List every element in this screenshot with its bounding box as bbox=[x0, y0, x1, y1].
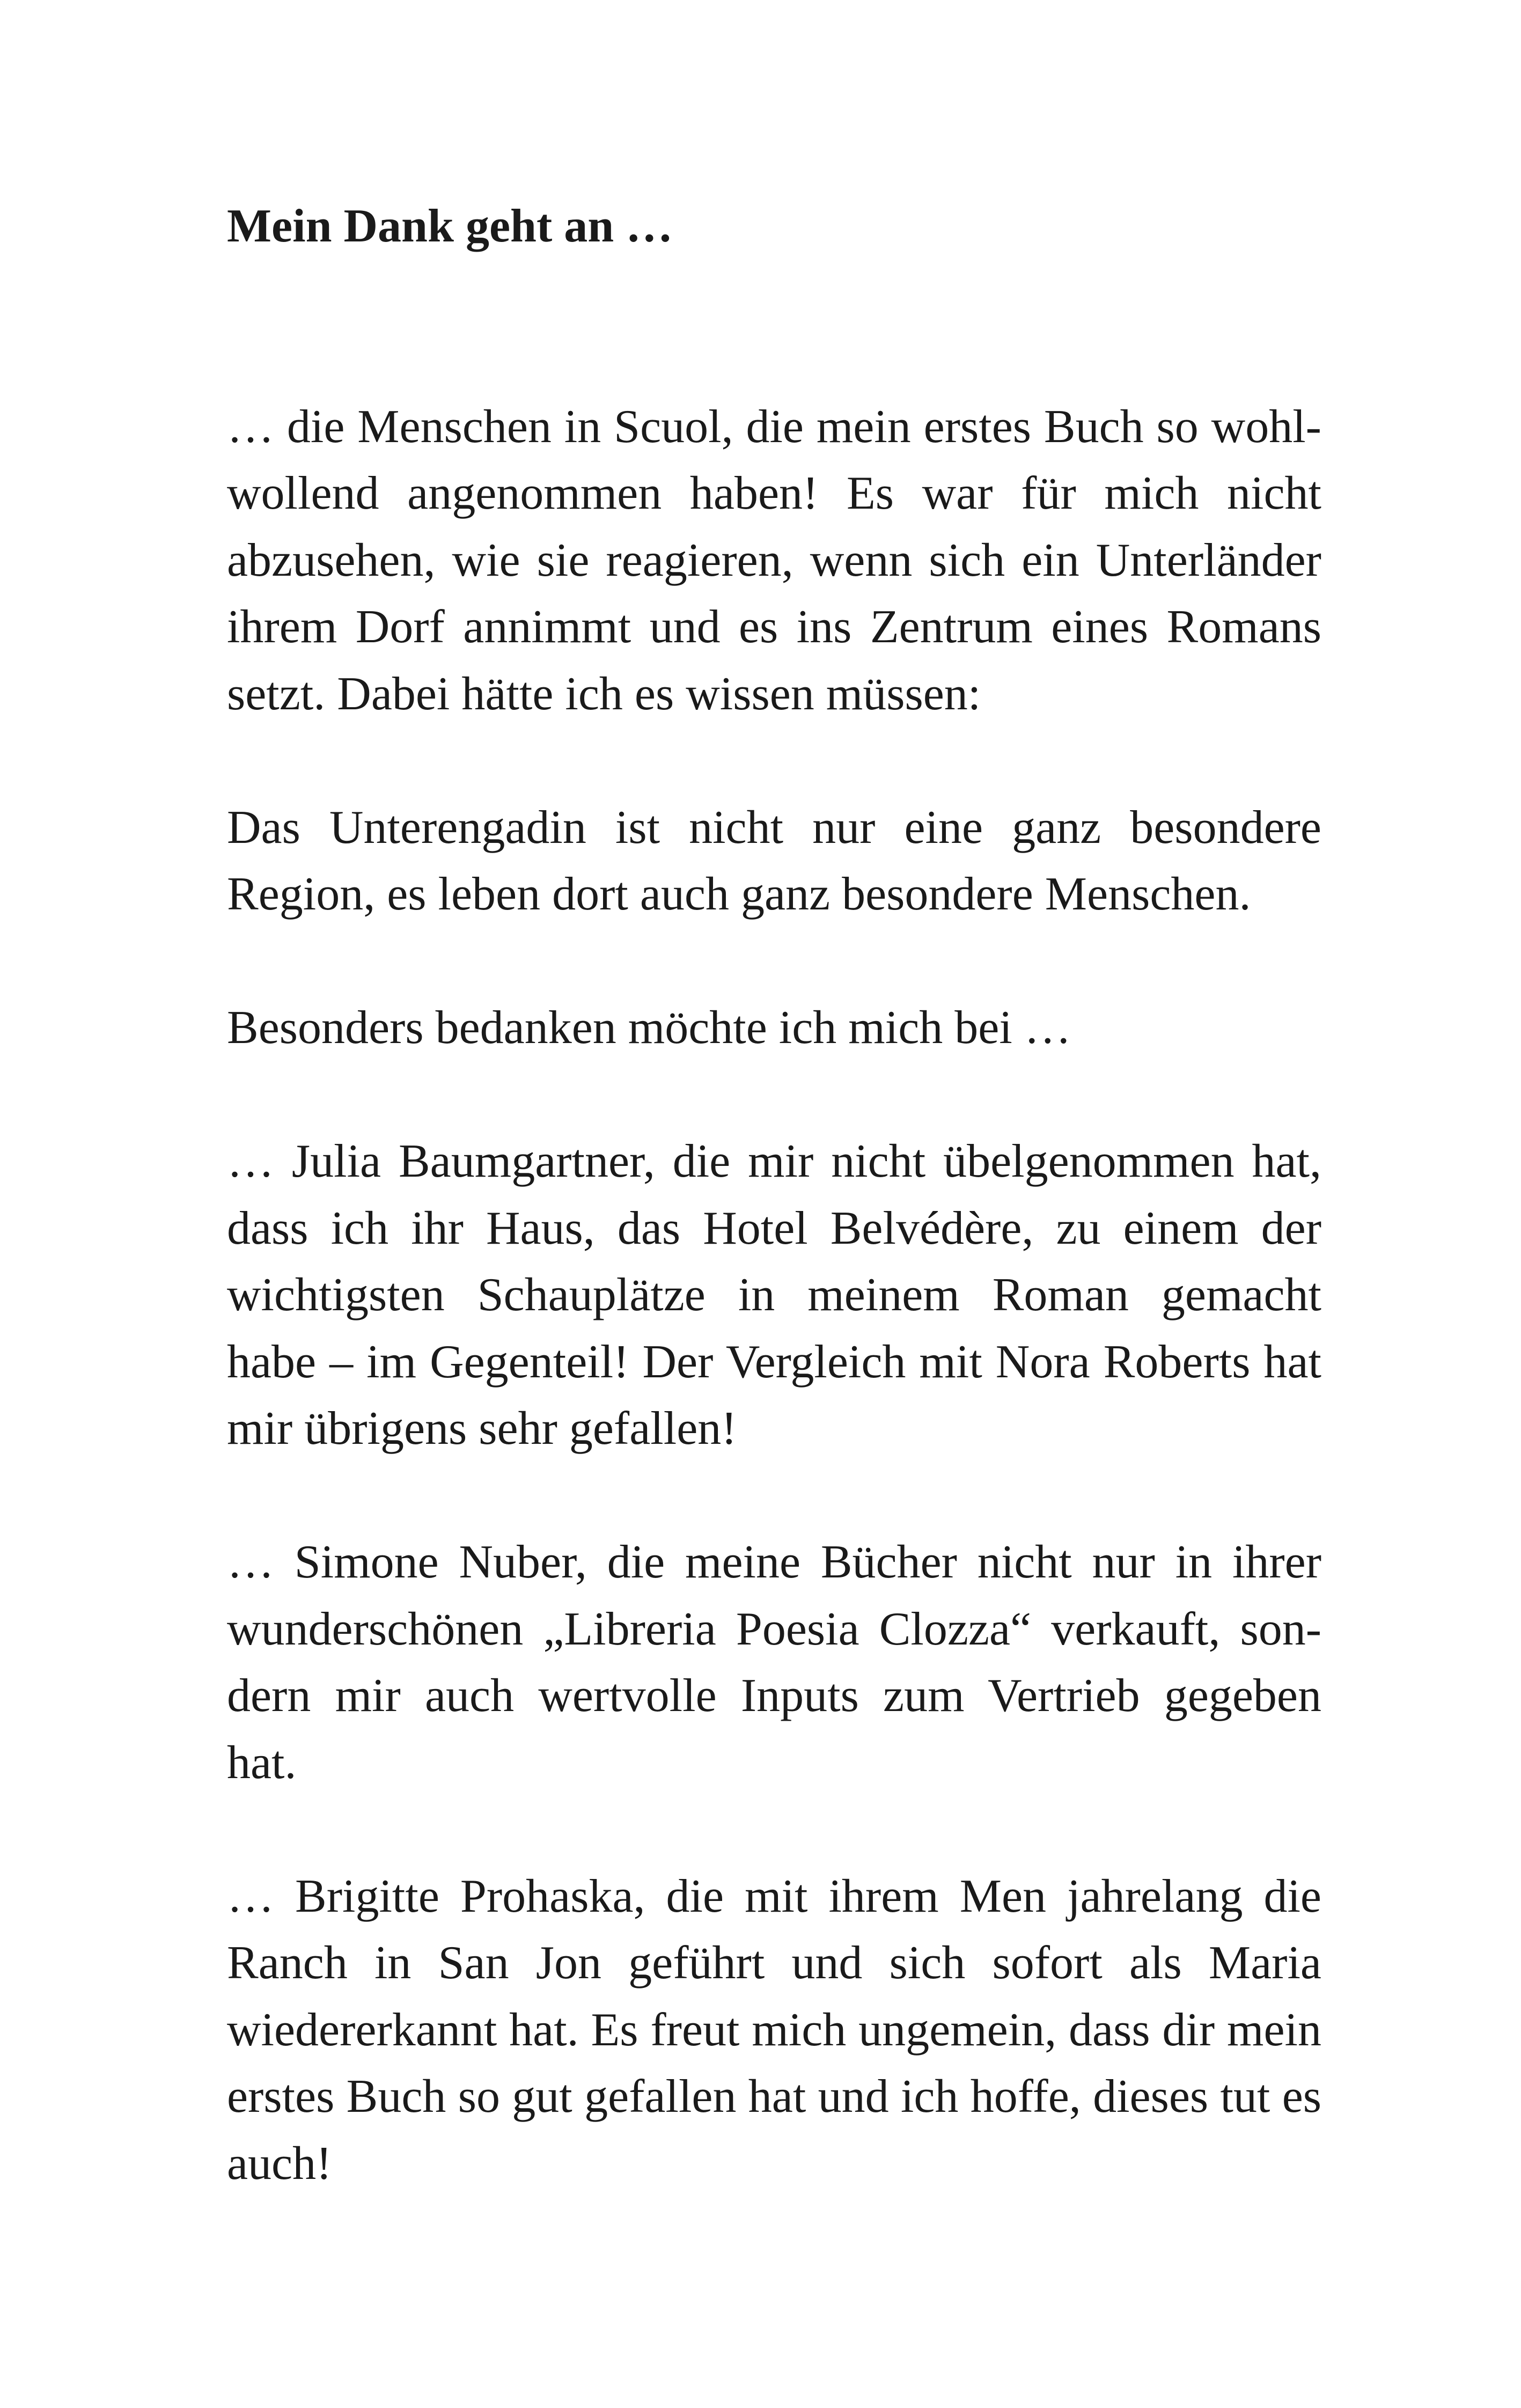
book-page bbox=[227, 193, 1321, 2264]
text-line: dass ich ihr Haus, das Hotel Belvédère, zu einem der bbox=[227, 1202, 1321, 1254]
text-line: wichtigsten Schauplätze in meinem Roman gemacht bbox=[227, 1269, 1321, 1321]
text-line: mir übrigens sehr gefallen! bbox=[227, 1403, 737, 1455]
text-line: Das Unterengadin ist nicht nur eine ganz besondere bbox=[227, 801, 1321, 854]
paragraph-unterengadin bbox=[227, 795, 1321, 928]
paragraph-brigitte-prohaska bbox=[227, 1863, 1321, 2198]
paragraph-scuol bbox=[227, 394, 1321, 728]
text-line: auch! bbox=[227, 2137, 332, 2190]
text-line: wollend angenommen haben! Es war für mich nicht bbox=[227, 467, 1321, 519]
text-line: setzt. Dabei hätte ich es wissen müssen: bbox=[227, 667, 981, 720]
text-line: hat. bbox=[227, 1736, 297, 1789]
text-line: dern mir auch wertvolle Inputs zum Vertrieb gegeben bbox=[227, 1670, 1321, 1722]
text-line: … Simone Nuber, die meine Bücher nicht nur in ihrer bbox=[227, 1536, 1321, 1588]
text-line: Besonders bedanken möchte ich mich bei … bbox=[227, 1002, 1071, 1054]
text-line: Region, es leben dort auch ganz besondere Menschen. bbox=[227, 868, 1251, 920]
text-line: Ranch in San Jon geführt und sich sofort als Maria bbox=[227, 1937, 1321, 1989]
page-heading: Mein Dank geht an … bbox=[227, 200, 673, 252]
text-line: wiedererkannt hat. Es freut mich ungemein, dass dir mein bbox=[227, 2003, 1321, 2056]
paragraph-besonders bbox=[227, 995, 1321, 1062]
text-line: wunderschönen „Libreria Poesia Clozza“ verkauft, son- bbox=[227, 1603, 1321, 1655]
text-line: ihrem Dorf annimmt und es ins Zentrum eines Romans bbox=[227, 601, 1321, 653]
paragraph-simone-nuber bbox=[227, 1529, 1321, 1796]
text-line: … Julia Baumgartner, die mir nicht übelgenommen hat, bbox=[227, 1135, 1321, 1187]
text-line: … die Menschen in Scuol, die mein erstes Buch so wohl- bbox=[227, 400, 1321, 453]
paragraph-julia-baumgartner bbox=[227, 1128, 1321, 1463]
text-line: abzusehen, wie sie reagieren, wenn sich ein Unterländer bbox=[227, 534, 1321, 586]
text-line: habe – im Gegenteil! Der Vergleich mit Nora Roberts hat bbox=[227, 1335, 1321, 1388]
text-line: … Brigitte Prohaska, die mit ihrem Men jahrelang die bbox=[227, 1870, 1321, 1922]
text-line: erstes Buch so gut gefallen hat und ich hoffe, dieses tut es bbox=[227, 2071, 1321, 2123]
